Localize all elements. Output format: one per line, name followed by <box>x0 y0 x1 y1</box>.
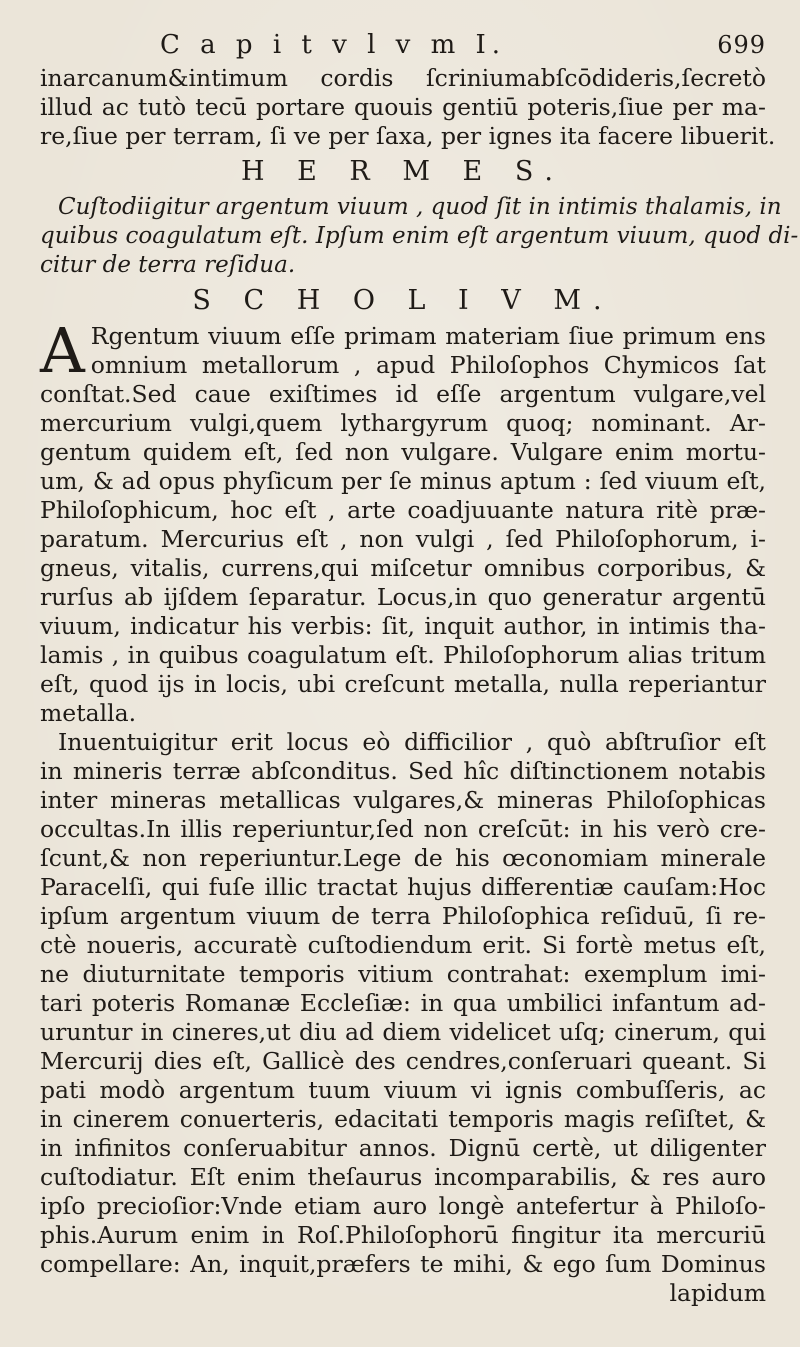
body-line: mercurium vulgi,quem lythargyrum quoq; nominant. Ar- <box>40 409 766 437</box>
intro-paragraph <box>40 64 776 151</box>
text-line: inarcanum&intimum cordis ſcriniumabſcōdideris,ſecretò <box>40 64 766 92</box>
body-line: eſt, quod ijs in locis, ubi creſcunt metalla, nulla reperiantur <box>40 670 766 698</box>
body-line: Inuentuigitur erit locus eò difficilior , quò abſtruſior eſt <box>58 728 766 756</box>
text-line: illud ac tutò tecū portare quouis gentiū poteris,ſiue per ma- <box>40 93 766 121</box>
running-head <box>40 30 766 64</box>
body-line: uruntur in cineres,ut diu ad diem videlicet uſq; cinerum, qui <box>40 1018 766 1046</box>
body-line: ctè noueris, accuratè cuſtodiendum erit. Si fortè metus eſt, <box>40 931 766 959</box>
body-line: gentum quidem eſt, ſed non vulgare. Vulgare enim mortu- <box>40 438 766 466</box>
body-line: um, & ad opus phyſicum per ſe minus aptum : ſed viuum eſt, <box>40 467 766 495</box>
body-line: paratum. Mercurius eſt , non vulgi , ſed Philoſophorum, i- <box>40 525 766 553</box>
body-line: inter mineras metallicas vulgares,& mineras Philoſophicas <box>40 786 766 814</box>
body-line: ſcunt,& non reperiuntur.Lege de his œconomiam minerale <box>40 844 766 872</box>
body-line: in cinerem conuerteris, edacitati temporis magis reſiſtet, & <box>40 1105 766 1133</box>
body-line: omnium metallorum , apud Philoſophos Chymicos ſat <box>90 351 766 379</box>
body-line: in mineris terræ abſconditus. Sed hîc diſtinctionem notabis <box>40 757 766 785</box>
page-number: 699 <box>717 31 766 59</box>
scholium-heading: S C H O L I V M. <box>192 285 614 316</box>
body-line: lamis , in quibus coagulatum eſt. Philoſophorum alias tritum <box>40 641 766 669</box>
body-line: in infinitos conſeruabitur annos. Dignū certè, ut diligenter <box>40 1134 766 1162</box>
body-line: Philoſophicum, hoc eſt , arte coadjuuante natura ritè præ- <box>40 496 766 524</box>
catchword: lapidum <box>669 1279 766 1307</box>
body-line: Paracelſi, qui fuſe illic tractat hujus differentiæ cauſam:Hoc <box>40 873 766 901</box>
body-line: pati modò argentum tuum viuum vi ignis combuſſeris, ac <box>40 1076 766 1104</box>
body-line: cuſtodiatur. Eſt enim theſaurus incomparabilis, & res auro <box>40 1163 766 1191</box>
quote-line: quibus coagulatum eſt. Ipſum enim eſt argentum viuum, quod di- <box>40 223 799 249</box>
quote-line: citur de terra reſidua. <box>40 252 296 278</box>
body-line: Rgentum viuum eſſe primam materiam ſiue primum ens <box>90 322 766 350</box>
body-line: occultas.In illis reperiuntur,ſed non creſcūt: in his verò cre- <box>40 815 766 843</box>
body-line: compellare: An, inquit,præfers te mihi, & ego ſum Dominus <box>40 1250 766 1278</box>
body-line: ipſum argentum viuum de terra Philoſophica reſiduū, ſi re- <box>40 902 766 930</box>
body-line: metalla. <box>40 699 137 727</box>
body-line: viuum, indicatur his verbis: ſit, inquit author, in intimis tha- <box>40 612 766 640</box>
body-line: gneus, vitalis, currens,qui miſcetur omnibus corporibus, & <box>40 554 766 582</box>
body-line: ipſo precioſior:Vnde etiam auro longè antefertur à Philoſo- <box>40 1192 766 1220</box>
body-line: phis.Aurum enim in Roſ.Philoſophorū fingitur ita mercuriū <box>40 1221 766 1249</box>
scholium-body <box>40 314 766 1308</box>
body-line: tari poteris Romanæ Eccleſiæ: in qua umbilici infantum ad- <box>40 989 766 1017</box>
body-line: Mercurij dies eſt, Gallicè des cendres,conſeruari queant. Si <box>40 1047 766 1075</box>
text-line: re,ſiue per terram, ſi ve per ſaxa, per ignes ita facere libuerit. <box>40 122 776 150</box>
drop-cap: A <box>40 314 85 387</box>
hermes-heading: H E R M E S. <box>241 156 565 187</box>
chapter-title: C a p i t v l v m I. <box>160 30 507 60</box>
quote-line: Cuſtodiigitur argentum viuum , quod ſit in intimis thalamis, in <box>58 194 782 220</box>
hermes-quote <box>40 193 799 280</box>
body-line: rurſus ab ijſdem ſeparatur. Locus,in quo generatur argentū <box>40 583 766 611</box>
body-line: ne diuturnitate temporis vitium contrahat: exemplum imi- <box>40 960 766 988</box>
body-line: conſtat.Sed caue exiſtimes id eſſe argentum vulgare,vel <box>40 380 766 408</box>
